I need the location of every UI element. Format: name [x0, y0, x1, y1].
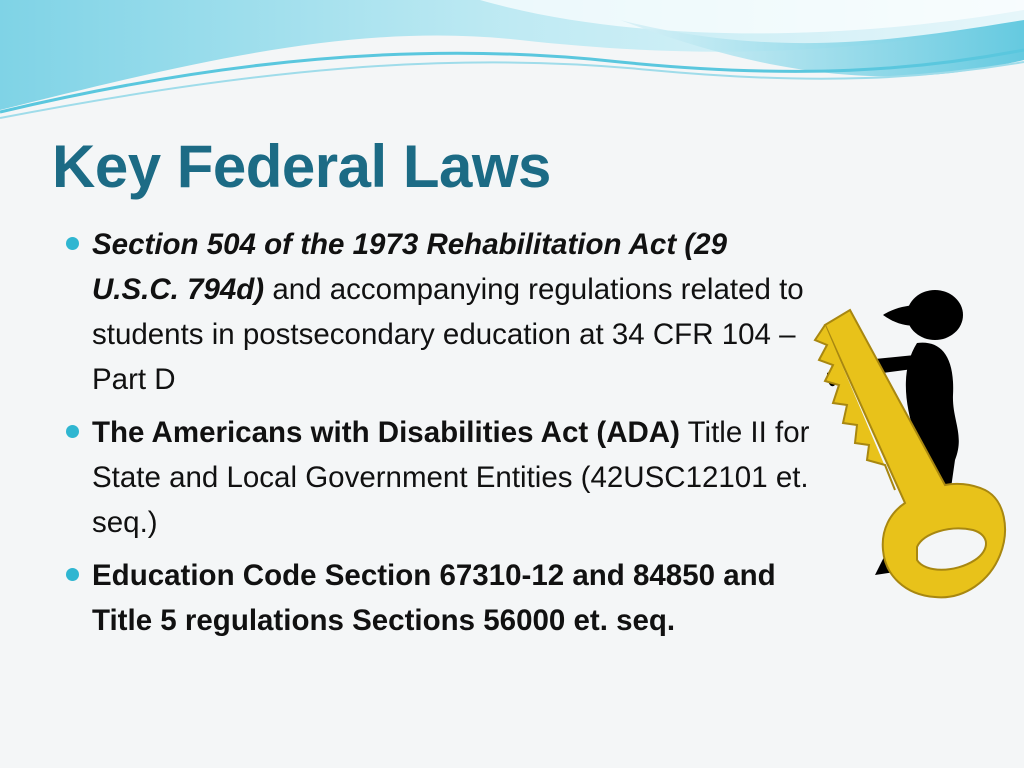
law-citation: Section 504 of the 1973 Rehabilitation Act (29 U.S.C. 794d): [92, 228, 727, 306]
law-description: Title II for State and Local Government Entities (42USC12101 et. seq.): [92, 416, 810, 539]
law-citation: The Americans with Disabilities Act (ADA): [92, 416, 680, 449]
bullet-dot-icon: [66, 237, 79, 250]
list-item: [62, 553, 822, 643]
header-wave-decoration: [0, 0, 1024, 130]
bullet-dot-icon: [66, 568, 79, 581]
golden-key-icon: [815, 310, 1005, 597]
law-citation: Education Code Section 67310-12 and 84850 and Title 5 regulations Sections 56000 et. seq.: [92, 559, 776, 637]
law-description: and accompanying regulations related to students in postsecondary education at 34 CFR 104 – Part D: [92, 273, 804, 396]
list-item: [62, 410, 822, 545]
bullet-dot-icon: [66, 425, 79, 438]
key-illustration: [805, 285, 1015, 615]
list-item: [62, 222, 822, 402]
slide-title: Key Federal Laws: [52, 133, 551, 200]
bullet-list: [62, 222, 822, 651]
